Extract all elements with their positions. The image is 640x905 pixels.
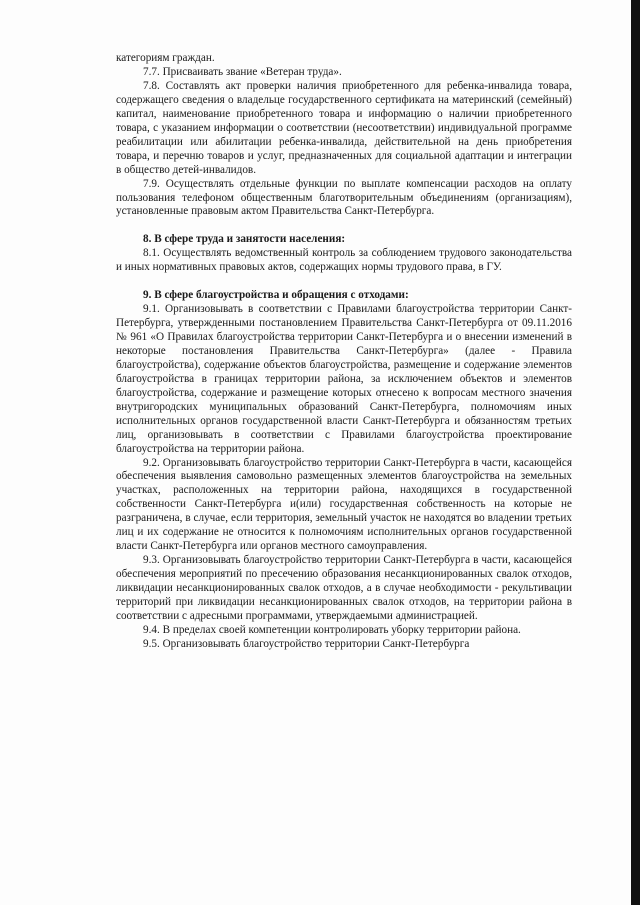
paragraph-7-7: 7.7. Присваивать звание «Ветеран труда». (143, 65, 342, 78)
paragraph-7-9: 7.9. Осуществлять отдельные функции по выплате компенсации расходов на оплату пользования телефоном общественным благотворительным объединениям (организациям), установленные правовым актом Правительства Санкт-Петербурга. (116, 177, 572, 218)
paragraph: категориям граждан. (116, 52, 215, 64)
scan-edge-shadow (631, 0, 640, 905)
section-heading-9: 9. В сфере благоустройства и обращения с отходами: (143, 289, 409, 302)
paragraph-9-1: 9.1. Организовывать в соответствии с Правилами благоустройства территории Санкт-Петербурга, утвержденными постановлением Правительства Санкт-Петербурга от 09.11.2016 № 961 «О Правилах благоустройства территории Санкт-Петербурга и о внесении изменений в некоторые постановления Правительства Санкт-Петербурга» (далее - Правила благоустройства), содержание объектов благоустройства, размещение и содержание элементов благоустройства в границах территории района, за исключением объектов и элементов благоустройства, содержание и размещение которых отнесено к вопросам местного значения внутригородских муниципальных образований Санкт-Петербурга, полномочиям иных исполнительных органов государственной власти Санкт-Петербурга и обязанностям третьих лиц, организовывать в соответствии с Правилами благоустройства проектирование благоустройства на территории района. (116, 303, 572, 455)
paragraph-8-1: 8.1. Осуществлять ведомственный контроль за соблюдением трудового законодательства и иных нормативных правовых актов, содержащих нормы трудового права, в ГУ. (116, 247, 572, 274)
section-gap (116, 219, 572, 233)
paragraph-7-8: 7.8. Составлять акт проверки наличия приобретенного для ребенка-инвалида товара, содержащего сведения о владельце государственного сертификата на материнский (семейный) капитал, наименование приобретенного товара и информацию о наличии приобретенного товара, с указанием информации о соответствии (несоответствии) индивидуальной программе реабилитации или абилитации ребенка-инвалида, действительной на день приобретения товара, и перечню товаров и услуг, предназначенных для социальной адаптации и интеграции в общество детей-инвалидов. (116, 79, 572, 176)
section-heading-8: 8. В сфере труда и занятости населения: (143, 233, 346, 246)
paragraph-9-3: 9.3. Организовывать благоустройство территории Санкт-Петербурга в части, касающейся обеспечения мероприятий по пресечению образования несанкционированных свалок отходов, ликвидации несанкционированных свалок отходов, а в случае необходимости - рекультивации территорий при ликвидации несанкционированных свалок отходов, на территории района в соответствии с адресными программами, утверждаемыми администрацией. (116, 554, 572, 622)
paragraph-9-5: 9.5. Организовывать благоустройство территории Санкт-Петербурга (143, 637, 470, 650)
paragraph-9-4: 9.4. В пределах своей компетенции контролировать уборку территории района. (143, 623, 521, 636)
document-text (116, 52, 572, 652)
paragraph-9-2: 9.2. Организовывать благоустройство территории Санкт-Петербурга в части, касающейся обеспечения выявления самовольно размещенных элементов благоустройства на земельных участках, расположенных на территории района, находящихся в государственной собственности Санкт-Петербурга и(или) государственная собственность на которые не разграничена, в случае, если территория, земельный участок не находятся во владении третьих лиц и их содержание не относится к полномочиям исполнительных органов государственной власти Санкт-Петербурга или органов местного самоуправления. (116, 456, 572, 553)
section-gap (116, 275, 572, 289)
